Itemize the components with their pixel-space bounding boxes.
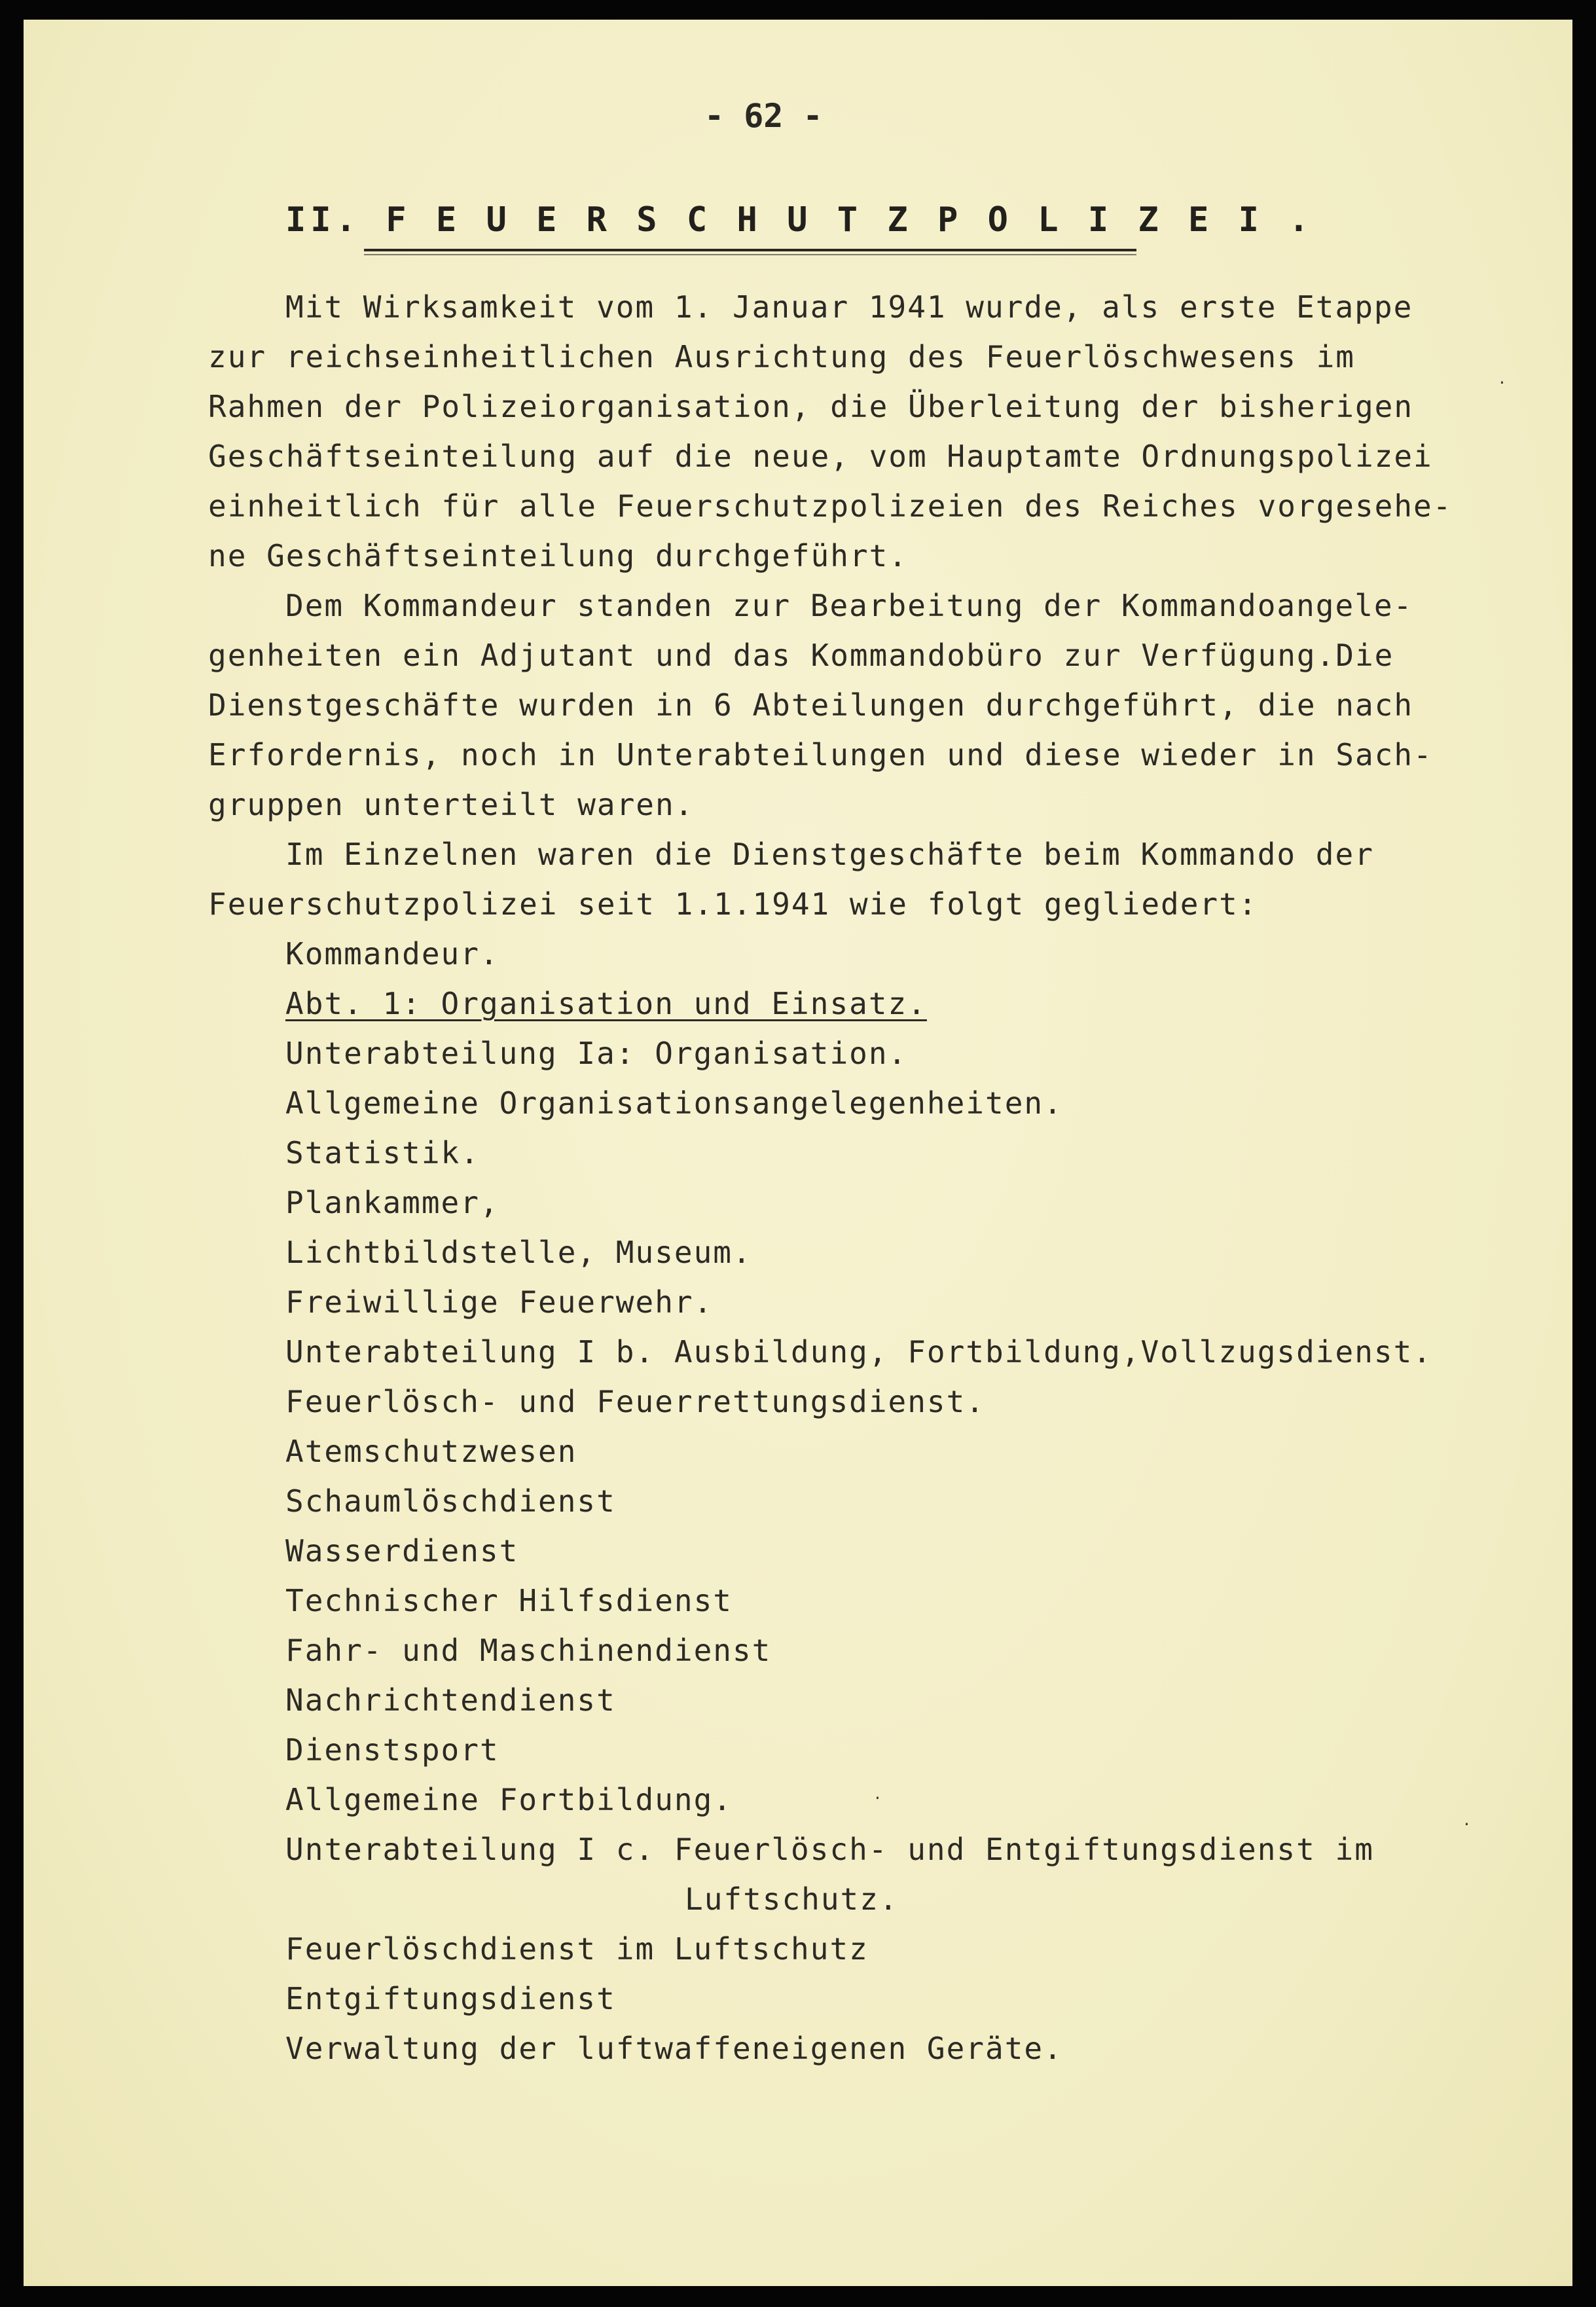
list-item: Verwaltung der luftwaffeneigenen Geräte.: [285, 2031, 1063, 2066]
list-item-commander: Kommandeur.: [285, 936, 499, 972]
list-item: Allgemeine Organisationsangelegenheiten.: [285, 1085, 1063, 1121]
section-heading: II. F E U E R S C H U T Z P O L I Z E I .: [285, 200, 1314, 240]
paragraph-2-line-5: gruppen unterteilt waren.: [208, 787, 695, 822]
list-item: Nachrichtendienst: [285, 1682, 616, 1718]
paragraph-2-line-2: genheiten ein Adjutant und das Kommandobüro zur Verfügung.Die: [208, 638, 1394, 673]
paragraph-1-line-5: einheitlich für alle Feuerschutzpolizeien des Reiches vorgesehe-: [208, 488, 1453, 524]
paragraph-2-line-3: Dienstgeschäfte wurden in 6 Abteilungen durchgeführt, die nach: [208, 687, 1414, 723]
paper-speck: ·: [1499, 372, 1505, 393]
list-item: Feuerlöschdienst im Luftschutz: [285, 1931, 869, 1967]
paragraph-1-line-6: ne Geschäftseinteilung durchgeführt.: [208, 538, 908, 573]
list-item: Fahr- und Maschinendienst: [285, 1633, 772, 1668]
heading-underline-secondary: [364, 254, 1136, 255]
list-item: Technischer Hilfsdienst: [285, 1583, 733, 1618]
list-item: Dienstsport: [285, 1732, 499, 1768]
list-item-department-1-heading: Abt. 1: Organisation und Einsatz.: [285, 986, 927, 1021]
list-item-continuation: Luftschutz.: [685, 1881, 899, 1917]
paragraph-1-line-1: Mit Wirksamkeit vom 1. Januar 1941 wurde, als erste Etappe: [285, 289, 1413, 325]
paragraph-1-line-4: Geschäftseinteilung auf die neue, vom Hauptamte Ordnungspolizei: [208, 439, 1433, 474]
list-item: Lichtbildstelle, Museum.: [285, 1235, 752, 1270]
list-item: Entgiftungsdienst: [285, 1981, 616, 2016]
paragraph-3-line-2: Feuerschutzpolizei seit 1.1.1941 wie folgt gegliedert:: [208, 886, 1258, 922]
page-number: - 62 -: [704, 97, 823, 135]
list-item: Allgemeine Fortbildung.: [285, 1782, 733, 1817]
document-page: [24, 20, 1572, 2286]
paragraph-2-line-4: Erfordernis, noch in Unterabteilungen und diese wieder in Sach-: [208, 737, 1433, 772]
list-item: Wasserdienst: [285, 1533, 519, 1569]
paragraph-2-line-1: Dem Kommandeur standen zur Bearbeitung der Kommandoangele-: [285, 588, 1413, 623]
paragraph-1-line-2: zur reichseinheitlichen Ausrichtung des Feuerlöschwesens im: [208, 339, 1355, 374]
list-item: Plankammer,: [285, 1185, 499, 1220]
paragraph-3-line-1: Im Einzelnen waren die Dienstgeschäfte beim Kommando der: [285, 837, 1374, 872]
heading-underline: [364, 249, 1136, 251]
list-item: Schaumlöschdienst: [285, 1483, 616, 1519]
list-item: Statistik.: [285, 1135, 480, 1171]
list-item: Atemschutzwesen: [285, 1434, 577, 1469]
paragraph-1-line-3: Rahmen der Polizeiorganisation, die Überleitung der bisherigen: [208, 389, 1414, 424]
list-item: Unterabteilung Ia: Organisation.: [285, 1036, 908, 1071]
list-item: Unterabteilung I b. Ausbildung, Fortbildung,Vollzugsdienst.: [285, 1334, 1432, 1370]
list-item: Feuerlösch- und Feuerrettungsdienst.: [285, 1384, 985, 1419]
paper-speck: ·: [1464, 1813, 1470, 1835]
list-item: Unterabteilung I c. Feuerlösch- und Entgiftungsdienst im: [285, 1832, 1374, 1867]
list-item: Freiwillige Feuerwehr.: [285, 1284, 714, 1320]
paper-speck: ·: [875, 1787, 880, 1809]
